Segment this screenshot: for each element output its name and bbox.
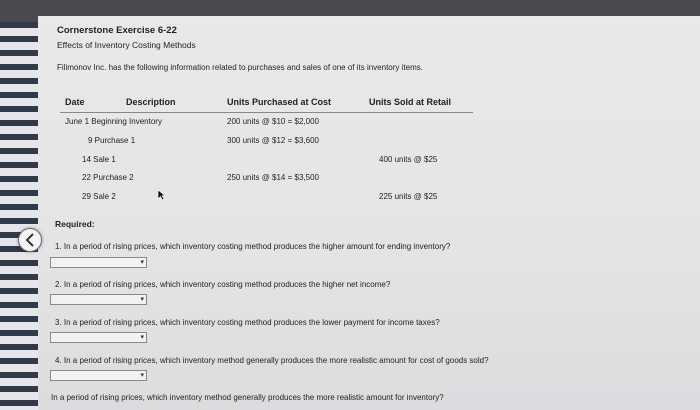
row-4-purchased: 250 units @ $14 = $3,500 xyxy=(227,173,319,182)
header-units-purchased: Units Purchased at Cost xyxy=(227,97,332,107)
back-button[interactable] xyxy=(18,228,42,252)
required-label: Required: xyxy=(55,219,95,229)
question-1: 1. In a period of rising prices, which inventory costing method produces the higher amount for ending inventory? xyxy=(55,242,451,251)
exercise-intro: Filimonov Inc. has the following information related to purchases and sales of one of its inventory items. xyxy=(57,63,423,72)
row-1-purchased: 200 units @ $10 = $2,000 xyxy=(227,117,319,126)
exercise-page xyxy=(38,16,700,410)
answer-1-dropdown[interactable] xyxy=(50,257,147,268)
answer-2-dropdown[interactable] xyxy=(50,294,147,305)
question-2: 2. In a period of rising prices, which inventory costing method produces the higher net income? xyxy=(55,280,391,289)
answer-4-dropdown[interactable] xyxy=(50,370,147,381)
exercise-title: Cornerstone Exercise 6-22 xyxy=(57,25,177,36)
chevron-down-icon: ▾ xyxy=(140,372,144,379)
header-units-sold: Units Sold at Retail xyxy=(369,97,452,107)
table-divider xyxy=(60,112,473,113)
row-3-sold: 400 units @ $25 xyxy=(379,155,438,164)
chevron-down-icon: ▾ xyxy=(140,259,144,266)
chevron-down-icon: ▾ xyxy=(140,334,144,341)
exercise-subtitle: Effects of Inventory Costing Methods xyxy=(57,40,196,50)
chevron-down-icon: ▾ xyxy=(140,296,144,303)
header-date: Date xyxy=(65,97,85,107)
question-5: In a period of rising prices, which inventory method generally produces the more realistic amount for inventory? xyxy=(51,393,444,402)
row-2-purchased: 300 units @ $12 = $3,600 xyxy=(227,136,319,145)
mouse-pointer-icon xyxy=(157,189,166,201)
row-5-date-description: 29 Sale 2 xyxy=(82,192,116,201)
question-3: 3. In a period of rising prices, which inventory costing method produces the lower payment for income taxes? xyxy=(55,318,440,327)
header-description: Description xyxy=(126,97,176,107)
row-5-sold: 225 units @ $25 xyxy=(379,192,438,201)
answer-3-dropdown[interactable] xyxy=(50,332,147,343)
row-2-date-description: 9 Purchase 1 xyxy=(88,136,136,145)
chevron-left-icon xyxy=(24,233,36,247)
question-4: 4. In a period of rising prices, which inventory method generally produces the more realistic amount for cost of goods sold? xyxy=(55,356,489,365)
row-3-date-description: 14 Sale 1 xyxy=(82,155,116,164)
row-4-date-description: 22 Purchase 2 xyxy=(82,173,134,182)
left-sidebar xyxy=(0,22,38,410)
row-1-date-description: June 1 Beginning Inventory xyxy=(65,117,162,126)
